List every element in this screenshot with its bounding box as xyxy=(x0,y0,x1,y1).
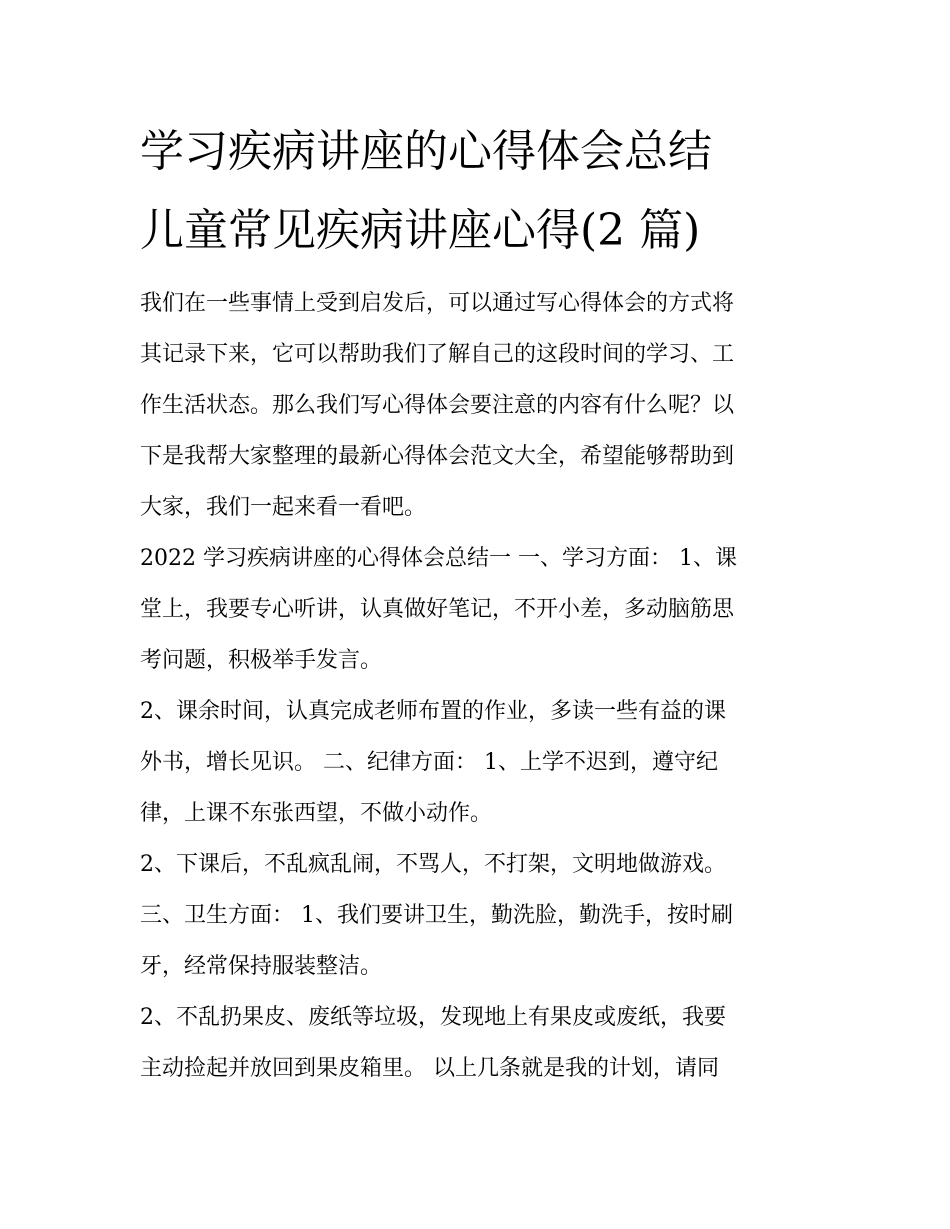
body-line: 2、下课后，不乱疯乱闹，不骂人，不打架，文明地做游戏。 xyxy=(140,852,726,877)
body-line: 我们在一些事情上受到启发后，可以通过写心得体会的方式将 xyxy=(140,291,735,316)
body-line: 堂上，我要专心听讲，认真做好笔记，不开小差，多动脑筋思 xyxy=(140,597,735,622)
title-line-2: 儿童常见疾病讲座心得(2 篇) xyxy=(140,205,701,256)
body-line: 2、不乱扔果皮、废纸等垃圾，发现地上有果皮或废纸，我要 xyxy=(140,1005,726,1030)
body-line: 下是我帮大家整理的最新心得体会范文大全，希望能够帮助到 xyxy=(140,444,735,469)
body-line: 其记录下来，它可以帮助我们了解自己的这段时间的学习、工 xyxy=(140,342,735,367)
title-line-1: 学习疾病讲座的心得体会总结 xyxy=(140,126,712,177)
document-body xyxy=(140,278,830,1094)
body-line: 主动捡起并放回到果皮箱里。 以上几条就是我的计划，请同 xyxy=(140,1056,719,1081)
body-line: 2022 学习疾病讲座的心得体会总结一 一、学习方面： 1、课 xyxy=(140,546,737,571)
body-line: 三、卫生方面： 1、我们要讲卫生，勤洗脸，勤洗手，按时刷 xyxy=(140,903,733,928)
body-line: 2、课余时间，认真完成老师布置的作业，多读一些有益的课 xyxy=(140,699,726,724)
body-line: 考问题，积极举手发言。 xyxy=(140,648,383,673)
document-title xyxy=(140,112,840,270)
body-line: 作生活状态。那么我们写心得体会要注意的内容有什么呢？以 xyxy=(140,393,735,418)
body-line: 牙，经常保持服装整洁。 xyxy=(140,954,383,979)
body-line: 外书，增长见识。 二、纪律方面： 1、上学不迟到，遵守纪 xyxy=(140,750,718,775)
body-line: 律，上课不东张西望，不做小动作。 xyxy=(140,801,493,826)
body-line: 大家，我们一起来看一看吧。 xyxy=(140,495,427,520)
